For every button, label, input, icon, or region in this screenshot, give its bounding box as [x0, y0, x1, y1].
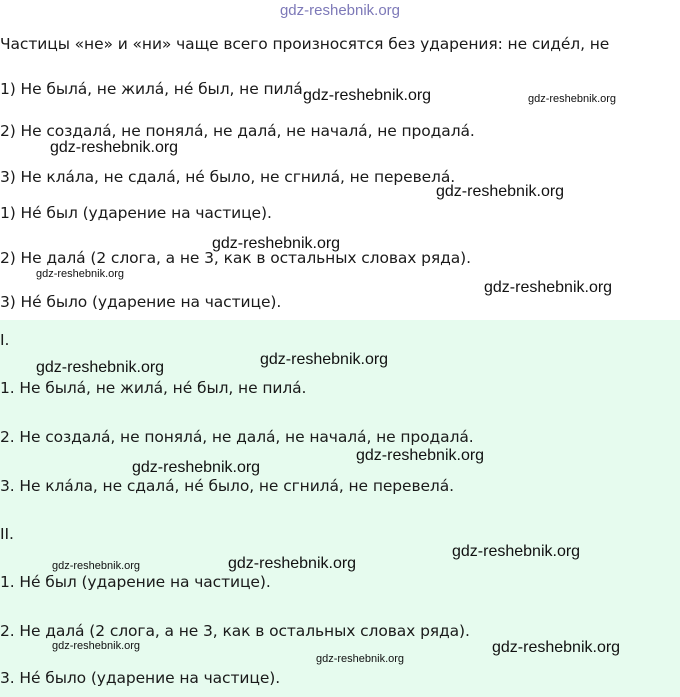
- answer-part2-item-1: 1. Нé был (ударение на частице).: [0, 573, 271, 591]
- watermark-text: gdz-reshebnik.org: [260, 351, 389, 368]
- watermark-text: gdz-reshebnik.org: [228, 555, 357, 572]
- question-line-6: 3) Нé было (ударение на частице).: [0, 293, 282, 311]
- question-line-3: 3) Не клáла, не сдалá, нé было, не сгнилá, не перевелá.: [0, 168, 456, 186]
- site-watermark-header: gdz-reshebnik.org: [279, 2, 401, 19]
- question-line-5: 2) Не далá (2 слога, а не 3, как в остальных словах ряда).: [0, 249, 471, 267]
- watermark-text: gdz-reshebnik.org: [303, 87, 432, 104]
- answer-part1-heading: I.: [0, 331, 10, 349]
- watermark-text: gdz-reshebnik.org: [452, 543, 581, 560]
- watermark-text: gdz-reshebnik.org: [50, 139, 179, 156]
- watermark-text: gdz-reshebnik.org: [492, 639, 621, 656]
- watermark-text: gdz-reshebnik.org: [436, 183, 565, 200]
- watermark-text: gdz-reshebnik.org: [316, 653, 405, 665]
- watermark-text: gdz-reshebnik.org: [484, 279, 613, 296]
- answer-part2-heading: II.: [0, 525, 14, 543]
- watermark-text: gdz-reshebnik.org: [36, 359, 165, 376]
- answer-part2-item-2: 2. Не далá (2 слога, а не 3, как в остальных словах ряда).: [0, 622, 470, 640]
- question-line-1: 1) Не былá, не жилá, нé был, не пилá.: [0, 80, 308, 98]
- watermark-text: gdz-reshebnik.org: [212, 235, 341, 252]
- answer-part1-item-3: 3. Не клáла, не сдалá, нé было, не сгнилá, не перевелá.: [0, 477, 454, 495]
- watermark-text: gdz-reshebnik.org: [356, 447, 485, 464]
- question-line-2: 2) Не создалá, не понялá, не далá, не началá, не продалá.: [0, 122, 475, 140]
- question-line-4: 1) Нé был (ударение на частице).: [0, 204, 272, 222]
- watermark-text: gdz-reshebnik.org: [132, 459, 261, 476]
- answer-part1-item-1: 1. Не былá, не жилá, нé был, не пилá.: [0, 379, 307, 397]
- watermark-text: gdz-reshebnik.org: [528, 93, 617, 105]
- watermark-text: gdz-reshebnik.org: [36, 268, 125, 280]
- watermark-text: gdz-reshebnik.org: [52, 640, 141, 652]
- answer-part1-item-2: 2. Не создалá, не понялá, не далá, не началá, не продалá.: [0, 428, 474, 446]
- answer-part2-item-3: 3. Нé было (ударение на частице).: [0, 669, 281, 687]
- question-intro: Частицы «не» и «ни» чаще всего произносятся без ударения: не сидéл, не: [0, 35, 610, 53]
- watermark-text: gdz-reshebnik.org: [52, 560, 141, 572]
